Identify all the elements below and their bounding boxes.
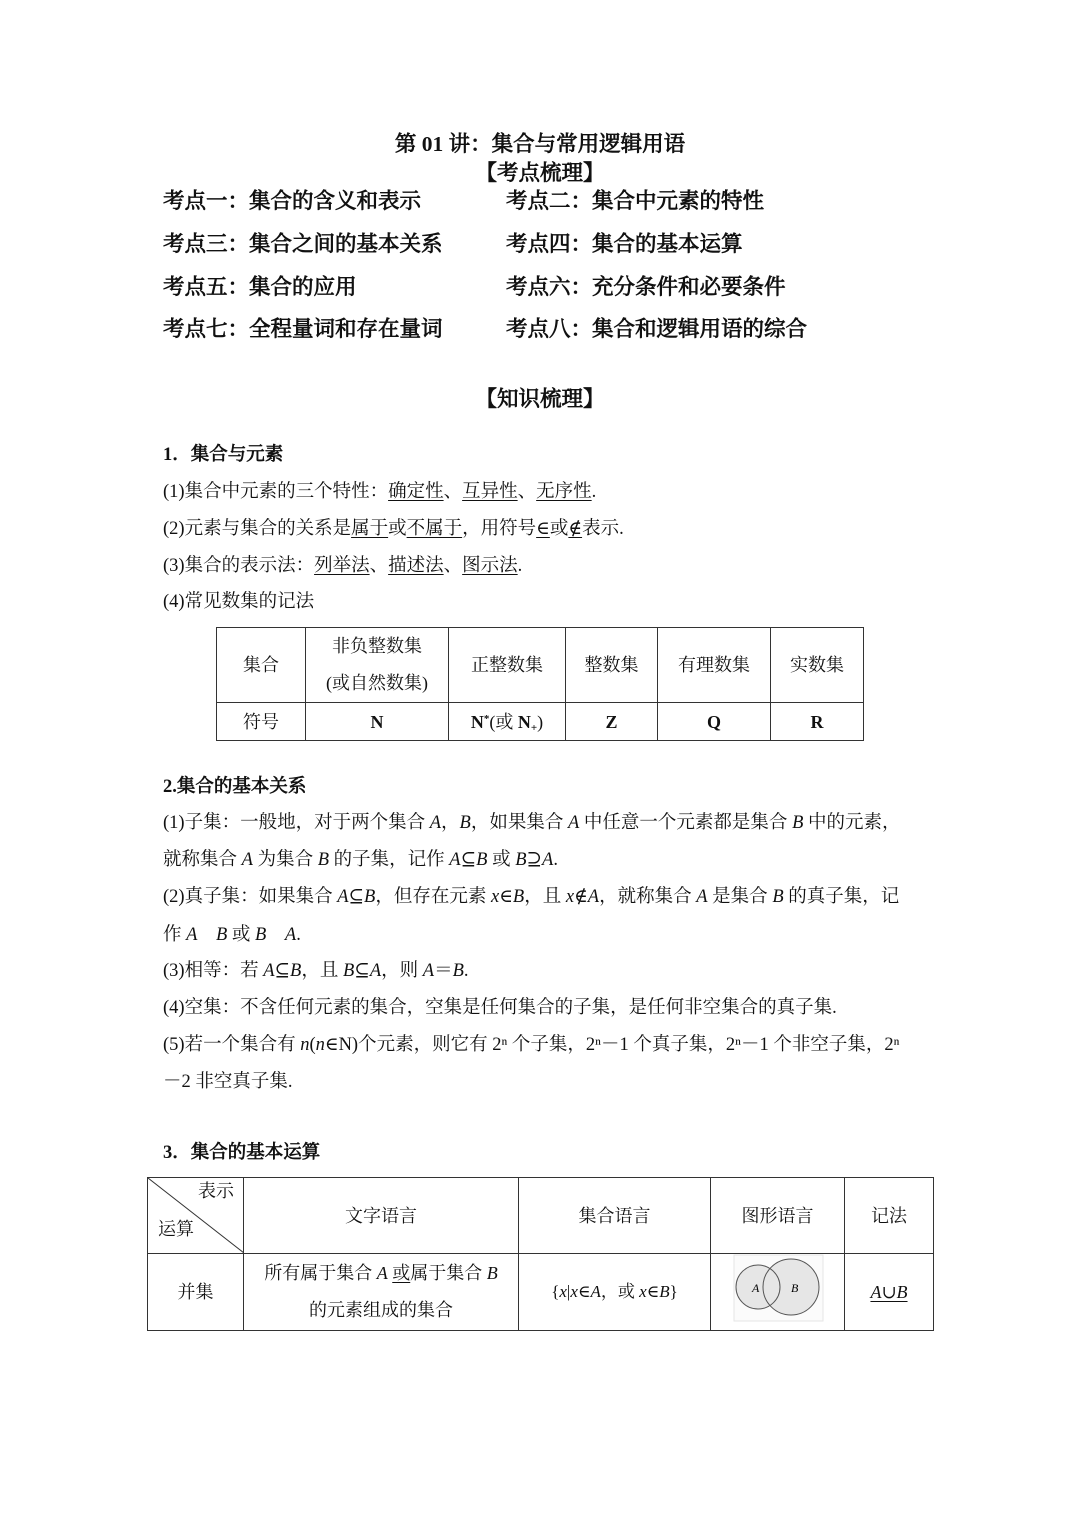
p2-separator-3: 或 [549,519,569,539]
kaodian-heading: 【考点梳理】 [475,161,605,185]
venn-label-b: B [791,1281,799,1295]
header-natural-line-2: (或自然数集) [326,673,428,693]
header-notation: 记法 [845,1178,934,1254]
p2-underlined-3: ∈ [536,519,550,539]
corner-label-top: 表示 [198,1181,234,1201]
union-notation: A∪B [845,1254,934,1331]
symbol-label: 符号 [217,703,306,741]
kaodian-item-7: 考点七：全程量词和存在量词 [163,317,443,341]
number-sets-symbol-row [217,703,864,741]
union-venn-cell [711,1254,845,1331]
p1-underlined-1: 确定性 [388,482,444,502]
p3-end: . [517,556,523,576]
symbol-n-star-base: N [470,711,484,732]
symbol-reals: R [771,703,864,741]
union-set-notation: {x|x∈A，或 x∈B} [519,1254,711,1331]
symbol-positive-integers [449,703,566,741]
p3-separator-2: 、 [443,556,463,576]
p2-underlined-2: 不属于 [406,519,463,539]
p3-underlined-2: 描述法 [388,556,444,576]
kaodian-item-6: 考点六：充分条件和必要条件 [506,275,786,299]
section2-line-1: (1)子集：一般地，对于两个集合 A，B，如果集合 A 中任意一个元素都是集合 B 中的元素， [163,813,901,833]
section3-heading: 3．集合的基本运算 [163,1143,321,1163]
symbol-n-plus-base: N [517,711,531,732]
p1-separator-1: 、 [443,482,463,502]
symbol-integers: Z [566,703,658,741]
p1-separator-2: 、 [517,482,537,502]
section1-paragraph-4: (4)常见数集的记法 [163,592,315,612]
diagonal-header-cell [148,1178,244,1254]
p3-underlined-1: 列举法 [314,556,370,576]
p2-underlined-1: 属于 [351,519,389,539]
p1-underlined-2: 互异性 [462,482,518,502]
p3-underlined-3: 图示法 [462,556,518,576]
p2-text: (2)元素与集合的关系是 [163,519,352,539]
p1-text: (1)集合中元素的三个特性： [163,482,389,502]
union-row [148,1254,934,1331]
number-sets-header-row [217,628,864,703]
p2-separator-1: 或 [388,519,407,539]
section2-line-3: (2)真子集：如果集合 A⊆B，但存在元素 x∈B，且 x∉A，就称集合 A 是集合 B 的真子集，记 [163,887,900,907]
symbol-or-text: (或 [489,711,518,732]
kaodian-item-4: 考点四：集合的基本运算 [506,232,743,256]
p1-underlined-3: 无序性 [536,482,592,502]
section2-line-5: (3)相等：若 A⊆B，且 B⊆A，则 A＝B. [163,961,469,981]
union-text-line-2: 的元素组成的集合 [309,1300,453,1320]
venn-graphic [711,1254,845,1330]
union-text-line-1 [244,1255,518,1292]
header-natural-numbers [306,628,449,703]
section1-paragraph-1 [163,481,596,503]
header-natural-line-1: 非负整数集 [332,636,422,656]
p2-underlined-4: ∉ [568,519,583,539]
section2-line-6: (4)空集：不含任何元素的集合，空集是任何集合的子集，是任何非空集合的真子集. [163,998,837,1018]
header-integers: 整数集 [566,628,658,703]
symbol-close-paren: ) [537,711,544,732]
section2-line-4: 作 A B 或 B A. [163,925,301,945]
venn-label-a: A [752,1281,760,1295]
symbol-plus: + [530,721,538,734]
section1-paragraph-2 [163,518,624,540]
section1-paragraph-3 [163,555,522,577]
symbol-star: * [483,712,490,725]
corner-label-bottom: 运算 [158,1219,194,1239]
kaodian-item-8: 考点八：集合和逻辑用语的综合 [506,317,808,341]
union-text-part-a: 所有属于集合 A [264,1263,388,1283]
p2-end: 表示. [582,519,624,539]
p3-separator-1: 、 [369,556,389,576]
section2-line-7: (5)若一个集合有 n(n∈N)个元素，则它有 2ⁿ 个子集，2ⁿ－1 个真子集，2ⁿ－1 个非空子集，2ⁿ [163,1035,900,1055]
header-rationals: 有理数集 [658,628,771,703]
set-operations-table [147,1177,934,1331]
number-sets-table [216,627,864,741]
section2-line-8: －2 非空真子集. [163,1072,293,1092]
header-reals: 实数集 [771,628,864,703]
kaodian-item-5: 考点五：集合的应用 [163,275,357,299]
symbol-rationals: Q [658,703,771,741]
section2-line-2: 就称集合 A 为集合 B 的子集，记作 A⊆B 或 B⊇A. [163,850,558,870]
p3-text: (3)集合的表示法： [163,556,315,576]
header-positive-integers: 正整数集 [449,628,566,703]
union-text-description [244,1254,519,1331]
section2-heading: 2.集合的基本关系 [163,777,307,797]
p2-separator-2: ，用符号 [462,519,537,539]
kaodian-item-2: 考点二：集合中元素的特性 [506,189,765,213]
lecture-title: 第 01 讲：集合与常用逻辑用语 [394,132,686,156]
diagonal-header [148,1178,244,1253]
union-text-or: 或 [392,1263,411,1283]
p1-end: . [591,482,597,502]
header-set-language: 集合语言 [519,1178,711,1254]
kaodian-item-1: 考点一：集合的含义和表示 [163,189,422,213]
union-venn-diagram [711,1254,845,1330]
zhishi-heading: 【知识梳理】 [475,387,605,411]
header-set-label: 集合 [217,628,306,703]
union-text-part-b: 属于集合 B [410,1263,498,1283]
header-text-language: 文字语言 [244,1178,519,1254]
section1-heading: 1．集合与元素 [163,445,284,465]
kaodian-item-3: 考点三：集合之间的基本关系 [163,232,443,256]
symbol-natural-numbers: N [306,703,449,741]
union-label: 并集 [148,1254,244,1331]
header-graphic-language: 图形语言 [711,1178,845,1254]
operations-header-row [148,1178,934,1254]
